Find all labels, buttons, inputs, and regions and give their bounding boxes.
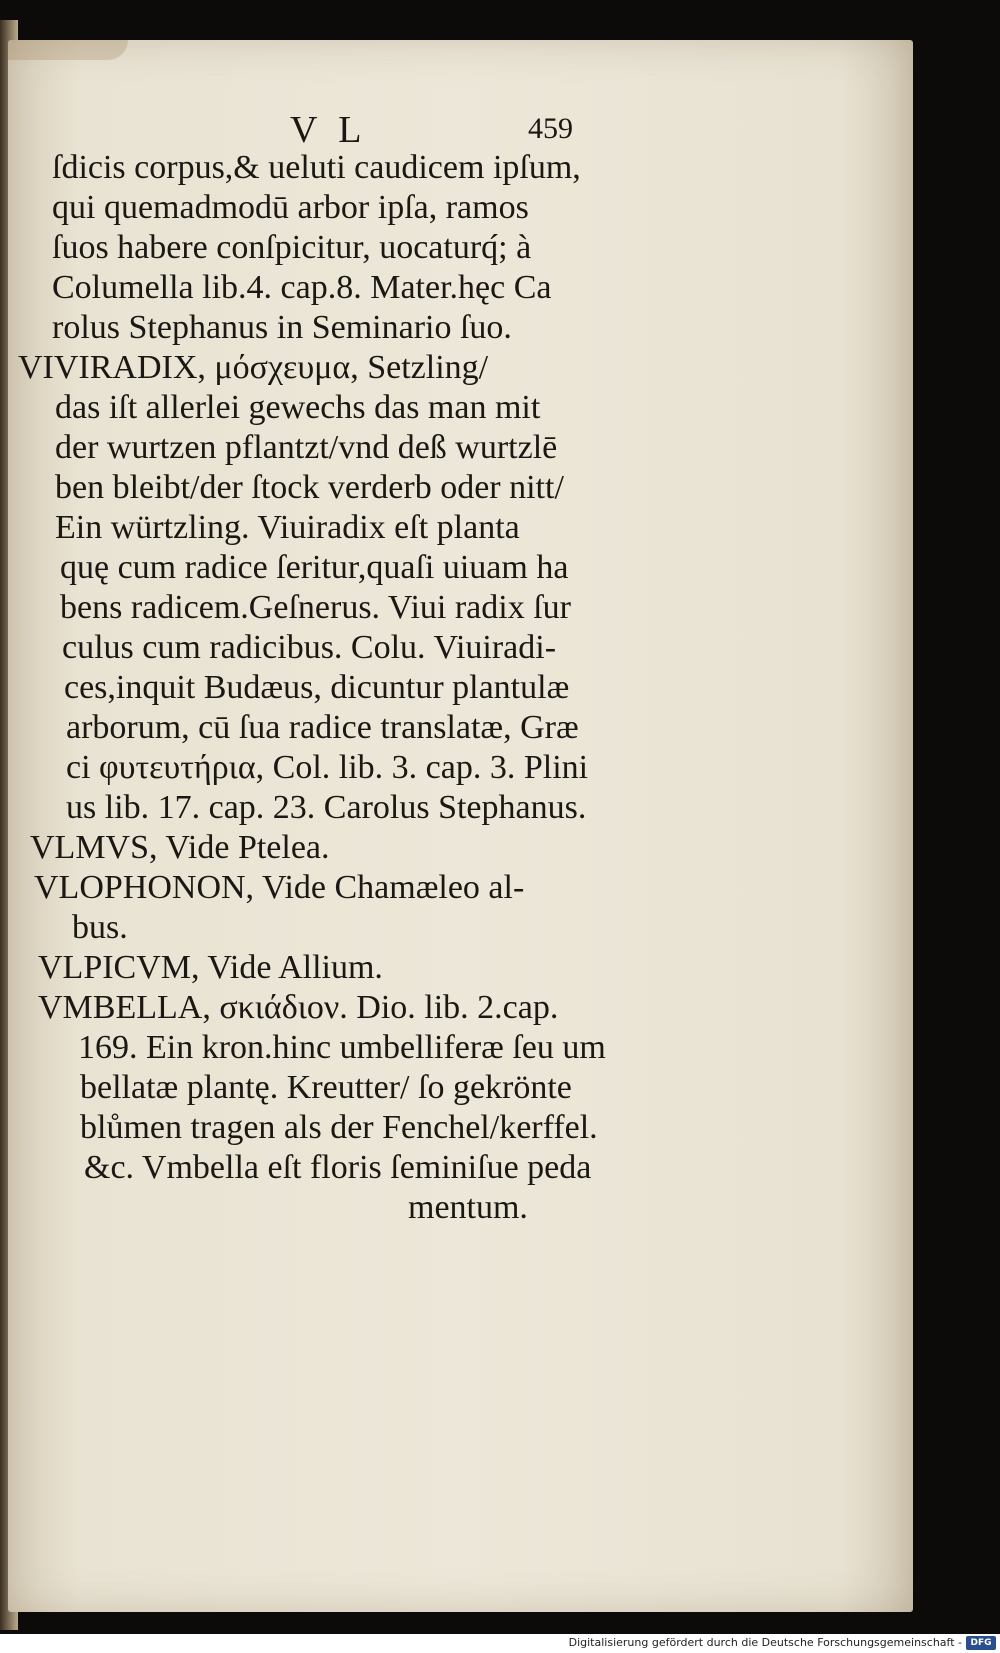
text-line: bens radicem.Geſnerus. Viui radix ſur: [60, 589, 571, 626]
running-head: V L: [290, 109, 368, 151]
entry-heading-line: VLOPHONON, Vide Chamæleo al-: [34, 869, 525, 906]
entry-heading-line: VIVIRADIX, μόσχευμα, Setzling/: [18, 349, 489, 386]
text-line: der wurtzen pflantzt/vnd deß wurtzlē: [55, 429, 558, 466]
text-line: blůmen tragen als der Fenchel/kerffel.: [80, 1109, 598, 1146]
text-line: culus cum radicibus. Colu. Viuiradi-: [62, 629, 557, 666]
text-line: quę cum radice ſeritur,quaſi uiuam ha: [60, 549, 569, 586]
entry-heading-line: VLPICVM, Vide Allium.: [38, 949, 383, 986]
text-line: ſuos habere conſpicitur, uocaturq́; à: [52, 229, 532, 266]
text-line: Columella lib.4. cap.8. Mater.hęc Ca: [52, 269, 552, 306]
entry-heading-line: VLMVS, Vide Ptelea.: [30, 829, 330, 866]
text-line: qui quemadmodū arbor ipſa, ramos: [52, 189, 529, 226]
text-line: us lib. 17. cap. 23. Carolus Stephanus.: [66, 789, 587, 826]
text-line: 169. Ein kron.hinc umbelliferæ ſeu um: [78, 1029, 606, 1066]
text-line: bellatæ plantę. Kreutter/ ſo gekrönte: [80, 1069, 572, 1106]
text-line: ben bleibt/der ſtock verderb oder nitt/: [55, 469, 564, 506]
text-line: rolus Stephanus in Seminario ſuo.: [52, 309, 512, 346]
text-line: ci φυτευτήρια, Col. lib. 3. cap. 3. Plini: [66, 749, 589, 786]
page-stain: [8, 40, 128, 60]
catchword: mentum.: [408, 1189, 528, 1226]
footer-credit: Digitalisierung gefördert durch die Deutsche Forschungsgemeinschaft -: [568, 1636, 962, 1649]
page-number: 459: [528, 112, 573, 145]
text-line: bus.: [72, 909, 128, 946]
entry-heading-line: VMBELLA, σκιάδιον. Dio. lib. 2.cap.: [38, 989, 559, 1026]
text-line: das iſt allerlei gewechs das man mit: [55, 389, 541, 426]
text-line: &c. Vmbella eſt floris ſeminiſue peda: [84, 1149, 592, 1186]
text-line: ces,inquit Budæus, dicuntur plantulæ: [64, 669, 570, 706]
dfg-logo: DFG: [966, 1636, 996, 1650]
text-line: arborum, cū ſua radice translatæ, Græ: [66, 709, 579, 746]
text-line: Ein würtzling. Viuiradix eſt planta: [55, 509, 520, 546]
text-line: ſdicis corpus,& ueluti caudicem ipſum,: [52, 149, 581, 186]
